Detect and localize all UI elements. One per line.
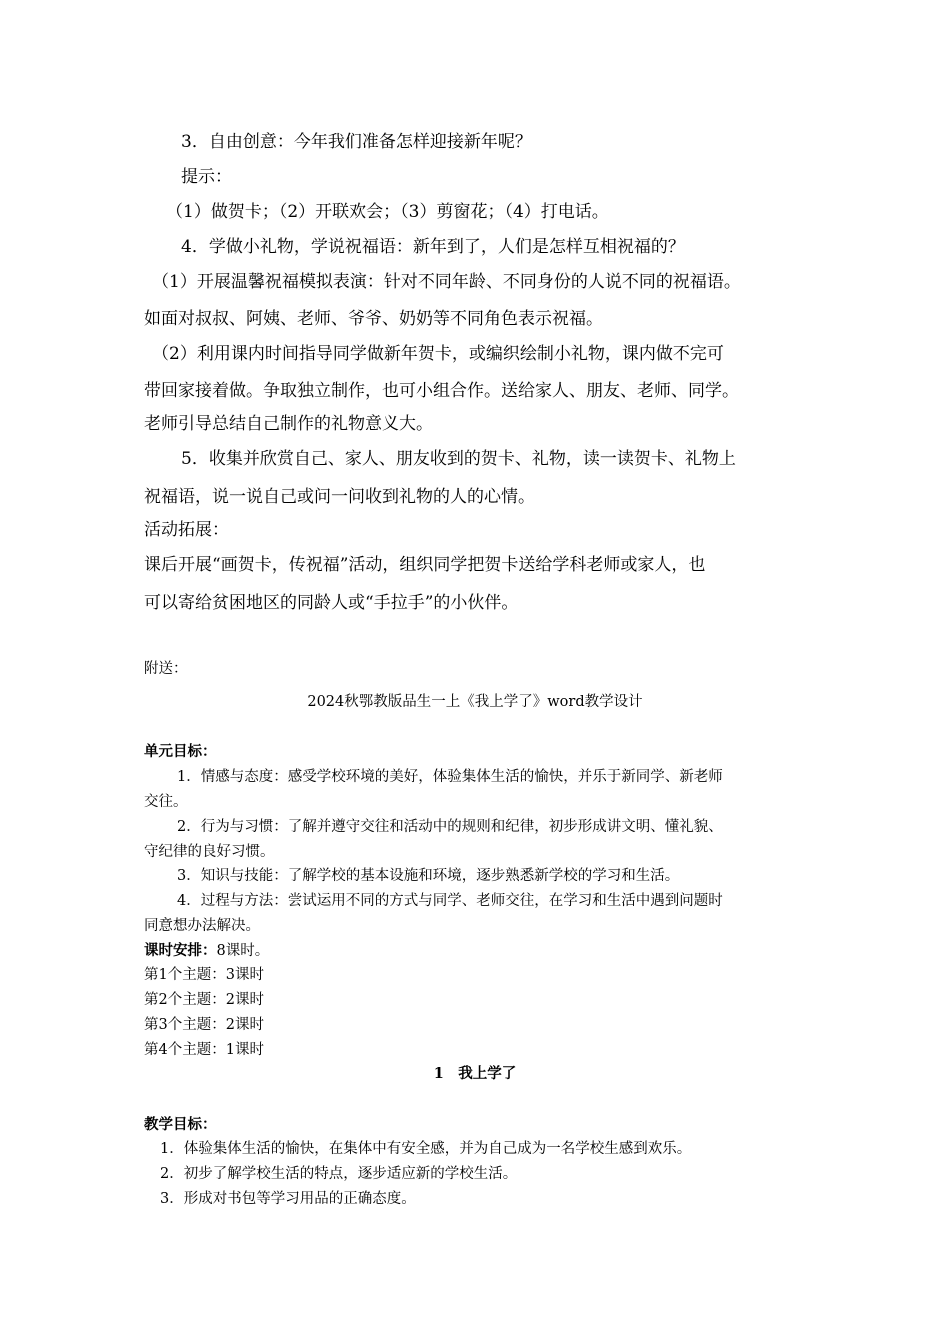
topic-line: 第2个主题：2课时 [144,992,264,1008]
schedule-value: 8课时。 [216,943,270,959]
text-line: 同意想办法解决。 [144,918,260,934]
text-line: 3．知识与技能：了解学校的基本设施和环境，逐步熟悉新学校的学习和生活。 [177,868,680,884]
text-line: 带回家接着做。争取独立制作，也可小组合作。送给家人、朋友、老师、同学。 [144,381,739,401]
topic-line: 第4个主题：1课时 [144,1042,264,1058]
text-line: 3．形成对书包等学习用品的正确态度。 [160,1191,416,1207]
text-line: 2．行为与习惯：了解并遵守交往和活动中的规则和纪律，初步形成讲文明、懂礼貌、 [177,819,723,835]
text-line: 3．自由创意：今年我们准备怎样迎接新年呢？ [181,132,532,152]
text-line: （2）利用课内时间指导同学做新年贺卡，或编织绘制小礼物，课内做不完可 [152,344,724,364]
schedule-label: 课时安排： [144,942,217,959]
text-line: 守纪律的良好习惯。 [144,844,275,860]
text-line: 提示： [181,167,232,187]
objectives-heading: 教学目标： [144,1116,217,1133]
lesson-title: 1 我上学了 [433,1065,517,1082]
text-line: 1．体验集体生活的愉快，在集体中有安全感，并为自己成为一名学校生感到欢乐。 [160,1141,692,1157]
text-line: 1．情感与态度：感受学校环境的美好，体验集体生活的愉快，并乐于新同学、新老师 [177,769,723,785]
text-line: （1）开展温馨祝福模拟表演：针对不同年龄、不同身份的人说不同的祝福语。 [152,272,741,292]
text-line: 课后开展“画贺卡，传祝福”活动，组织同学把贺卡送给学科老师或家人，也 [144,555,706,575]
topic-line: 第1个主题：3课时 [144,967,264,983]
text-line: 如面对叔叔、阿姨、老师、爷爷、奶奶等不同角色表示祝福。 [144,309,603,329]
text-line: 4．过程与方法：尝试运用不同的方式与同学、老师交往，在学习和生活中遇到问题时 [177,893,723,909]
text-line: 4．学做小礼物，学说祝福语：新年到了，人们是怎样互相祝福的？ [181,237,685,257]
unit-goals-heading: 单元目标： [144,743,217,760]
text-line: 祝福语，说一说自己或问一问收到礼物的人的心情。 [144,487,535,507]
text-line: 交往。 [144,794,188,810]
text-line: （1）做贺卡；（2）开联欢会；（3）剪窗花；（4）打电话。 [166,202,609,222]
text-line: 老师引导总结自己制作的礼物意义大。 [144,414,433,434]
topic-line: 第3个主题：2课时 [144,1017,264,1033]
text-line: 2．初步了解学校生活的特点，逐步适应新的学校生活。 [160,1166,518,1182]
text-line: 5．收集并欣赏自己、家人、朋友收到的贺卡、礼物，读一读贺卡、礼物上 [181,449,736,469]
schedule-line [144,939,269,960]
text-line: 可以寄给贫困地区的同龄人或“手拉手”的小伙伴。 [144,593,519,613]
appendix-title: 2024秋鄂教版品生一上《我上学了》word教学设计 [307,694,643,710]
appendix-label: 附送： [144,661,188,677]
text-line: 活动拓展： [144,520,229,540]
